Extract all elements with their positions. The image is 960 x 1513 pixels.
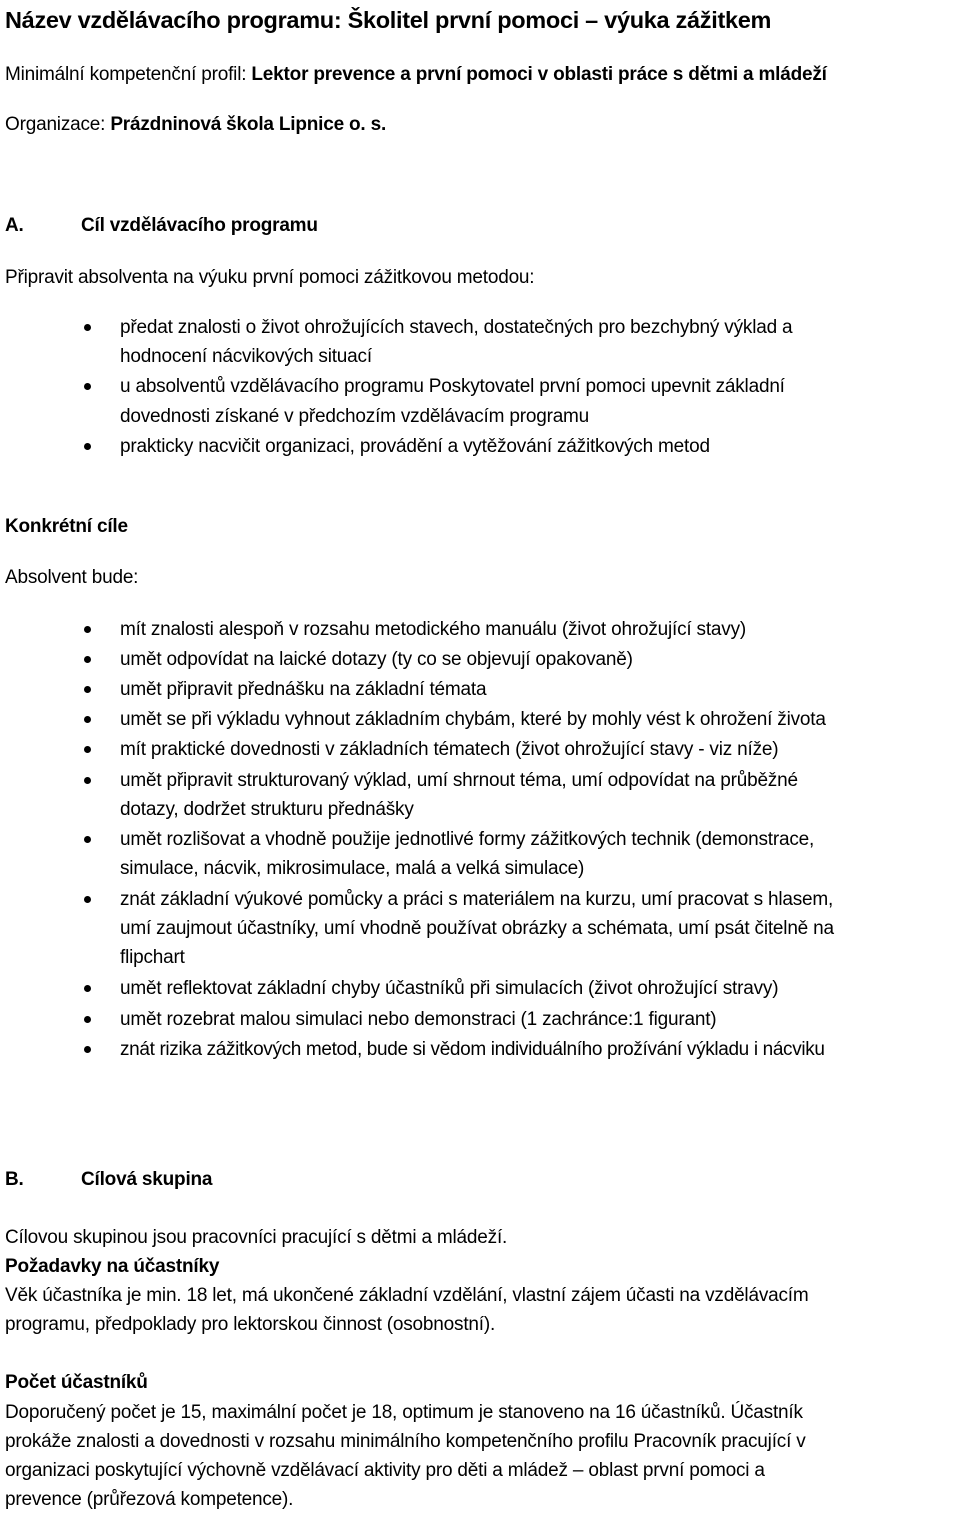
bullet-icon — [84, 686, 91, 693]
participants-count-line: prevence (průřezová kompetence). — [5, 1489, 294, 1510]
section-b-heading — [5, 1168, 213, 1192]
section-a-title: Cíl vzdělávacího programu — [81, 215, 318, 236]
participants-count-heading: Počet účastníků — [5, 1372, 148, 1393]
profile-label: Minimální kompetenční profil: — [5, 64, 252, 85]
list-item: mít praktické dovednosti v základních tématech (život ohrožující stavy - viz níže) — [120, 739, 779, 760]
bullet-icon — [84, 985, 91, 992]
section-a-intro: Připravit absolventa na výuku první pomoci zážitkovou metodou: — [5, 267, 535, 288]
list-item: mít znalosti alespoň v rozsahu metodického manuálu (život ohrožující stavy) — [120, 619, 747, 640]
list-item: umět připravit přednášku na základní témata — [120, 679, 487, 700]
profile-value: Lektor prevence a první pomoci v oblasti práce s dětmi a mládeží — [251, 64, 827, 85]
bullet-icon — [84, 896, 91, 903]
list-item: umět rozlišovat a vhodně použije jednotlivé formy zážitkových technik (demonstrace, — [120, 829, 815, 850]
list-item: umět připravit strukturovaný výklad, umí shrnout téma, umí odpovídat na průběžné — [120, 770, 798, 791]
participants-count-line: organizaci poskytující výchovně vzdělávací aktivity pro děti a mládež – oblast první pomoci a — [5, 1460, 765, 1481]
section-a-heading — [5, 214, 318, 238]
bullet-icon — [84, 777, 91, 784]
participants-count-line: prokáže znalosti a dovednosti v rozsahu minimálního kompetenčního profilu Pracovník pracující v — [5, 1431, 806, 1452]
bullet-icon — [84, 1046, 91, 1053]
goals-heading: Konkrétní cíle — [5, 516, 128, 537]
section-b-letter: B. — [5, 1169, 24, 1190]
list-item-continuation: simulace, nácvik, mikrosimulace, malá a velká simulace) — [120, 858, 585, 879]
section-b-title: Cílová skupina — [81, 1169, 213, 1190]
list-item-continuation: umí zaujmout účastníky, umí vhodně používat obrázky a schémata, umí psát čitelně na — [120, 918, 834, 939]
organization-value: Prázdninová škola Lipnice o. s. — [110, 114, 387, 135]
list-item: umět rozebrat malou simulaci nebo demonstraci (1 zachránce:1 figurant) — [120, 1009, 717, 1030]
bullet-icon — [84, 626, 91, 633]
requirements-line: programu, předpoklady pro lektorskou činnost (osobnostní). — [5, 1314, 496, 1335]
list-item: umět odpovídat na laické dotazy (ty co se objevují opakovaně) — [120, 649, 633, 670]
list-item: znát rizika zážitkových metod, bude si vědom individuálního prožívání výkladu i nácviku — [120, 1039, 825, 1060]
program-title: Název vzdělávacího programu: Školitel první pomoci – výuka zážitkem — [5, 7, 772, 33]
list-item: umět se při výkladu vyhnout základním chybám, které by mohly vést k ohrožení života — [120, 709, 826, 730]
list-item: znát základní výukové pomůcky a práci s materiálem na kurzu, umí pracovat s hlasem, — [120, 889, 834, 910]
list-item: umět reflektovat základní chyby účastníků při simulacích (život ohrožující stravy) — [120, 978, 779, 999]
bullet-icon — [84, 1016, 91, 1023]
list-item: u absolventů vzdělávacího programu Poskytovatel první pomoci upevnit základní — [120, 376, 785, 397]
requirements-heading: Požadavky na účastníky — [5, 1256, 220, 1277]
list-item-continuation: flipchart — [120, 947, 185, 968]
list-item: prakticky nacvičit organizaci, provádění a vytěžování zážitkových metod — [120, 436, 710, 457]
organization-label: Organizace: — [5, 114, 111, 135]
bullet-icon — [84, 383, 91, 390]
list-item: předat znalosti o život ohrožujících stavech, dostatečných pro bezchybný výklad a — [120, 317, 793, 338]
target-group-text: Cílovou skupinou jsou pracovníci pracující s dětmi a mládeží. — [5, 1227, 508, 1248]
participants-count-line: Doporučený počet je 15, maximální počet je 18, optimum je stanoveno na 16 účastníků. Účastník — [5, 1402, 803, 1423]
list-item-continuation: hodnocení nácvikových situací — [120, 346, 372, 367]
bullet-icon — [84, 716, 91, 723]
goals-intro: Absolvent bude: — [5, 567, 139, 588]
section-a-letter: A. — [5, 215, 24, 236]
bullet-icon — [84, 836, 91, 843]
bullet-icon — [84, 324, 91, 331]
list-item-continuation: dovednosti získané v předchozím vzdělávacím programu — [120, 406, 590, 427]
bullet-icon — [84, 746, 91, 753]
bullet-icon — [84, 443, 91, 450]
bullet-icon — [84, 656, 91, 663]
organization — [5, 113, 386, 137]
requirements-line: Věk účastníka je min. 18 let, má ukončené základní vzdělání, vlastní zájem účasti na vzdělávacím — [5, 1285, 809, 1306]
competence-profile — [5, 63, 827, 87]
list-item-continuation: dotazy, dodržet strukturu přednášky — [120, 799, 414, 820]
